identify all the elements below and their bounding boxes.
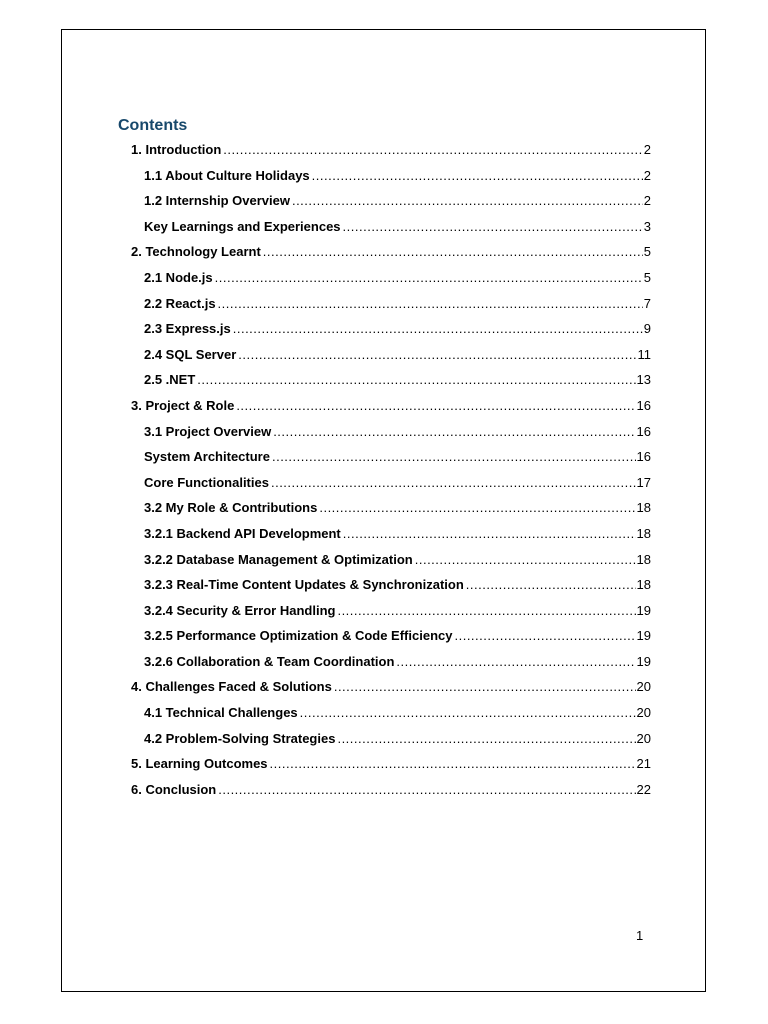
toc-dot-leader: [334, 674, 636, 700]
toc-entry-page: 11: [637, 346, 651, 362]
toc-entry-title: 3.2.4 Security & Error Handling: [144, 602, 336, 618]
toc-dot-leader: [312, 163, 643, 189]
toc-entry-title: 1.2 Internship Overview: [144, 193, 290, 209]
document-page: [61, 29, 706, 992]
toc-dot-leader: [197, 367, 635, 393]
toc-entry-page: 18: [636, 577, 651, 593]
toc-dot-leader: [343, 214, 643, 240]
toc-entry-title: 1. Introduction: [131, 142, 222, 157]
toc-entry-title: System Architecture: [144, 449, 270, 465]
toc-entry-title: 2. Technology Learnt: [131, 244, 261, 260]
toc-dot-leader: [273, 419, 635, 445]
toc-entry[interactable]: [131, 163, 651, 189]
toc-dot-leader: [236, 393, 635, 419]
toc-dot-leader: [238, 342, 636, 368]
toc-entry[interactable]: [131, 726, 651, 752]
toc-entry-title: Core Functionalities: [144, 474, 269, 490]
toc-entry[interactable]: [131, 521, 651, 547]
toc-entry[interactable]: [131, 316, 651, 342]
toc-entry-page: 2: [643, 167, 651, 183]
page-number: 1: [636, 928, 644, 943]
toc-entry[interactable]: [131, 137, 651, 163]
toc-entry-title: 2.1 Node.js: [144, 269, 213, 285]
toc-entry-title: 3. Project & Role: [131, 397, 235, 413]
toc-dot-leader: [272, 444, 636, 470]
toc-entry[interactable]: [131, 444, 651, 470]
toc-entry[interactable]: [131, 367, 651, 393]
toc-entry-page: 7: [643, 295, 651, 311]
toc-dot-leader: [300, 700, 636, 726]
toc-dot-leader: [343, 521, 636, 547]
toc-entry-page: 5: [643, 244, 651, 260]
toc-entry[interactable]: [131, 777, 651, 803]
toc-entry[interactable]: [131, 623, 651, 649]
toc-entry[interactable]: [131, 598, 651, 624]
toc-entry-page: 18: [636, 551, 651, 567]
toc-entry-page: 13: [636, 372, 651, 388]
toc-entry-page: 16: [636, 397, 651, 413]
toc-entry[interactable]: [131, 291, 651, 317]
toc-entry-title: 3.2.2 Database Management & Optimization: [144, 551, 413, 567]
toc-dot-leader: [454, 623, 635, 649]
toc-dot-leader: [223, 137, 642, 163]
toc-entry-title: 3.1 Project Overview: [144, 423, 272, 439]
toc-entry-page: 16: [636, 423, 651, 439]
toc-entry[interactable]: [131, 188, 651, 214]
toc-entry-page: 19: [636, 602, 651, 618]
toc-entry[interactable]: [131, 674, 651, 700]
toc-entry[interactable]: [131, 265, 651, 291]
toc-entry-title: 3.2.3 Real-Time Content Updates & Synchronization: [144, 577, 464, 593]
toc-entry[interactable]: [131, 393, 651, 419]
toc-entry[interactable]: [131, 419, 651, 445]
toc-dot-leader: [215, 265, 643, 291]
toc-entry-page: 2: [643, 193, 651, 209]
toc-entry[interactable]: [131, 495, 651, 521]
toc-entry-title: Key Learnings and Experiences: [144, 218, 341, 234]
toc-entry-title: 3.2.1 Backend API Development: [144, 525, 341, 541]
toc-dot-leader: [319, 495, 635, 521]
toc-entry-page: 18: [636, 525, 651, 541]
toc-entry-title: 2.4 SQL Server: [144, 346, 237, 362]
toc-entry-title: 4. Challenges Faced & Solutions: [131, 679, 332, 695]
table-of-contents: [131, 137, 651, 802]
toc-heading: Contents: [118, 117, 188, 134]
toc-entry-page: 5: [643, 269, 651, 285]
toc-dot-leader: [271, 470, 636, 496]
toc-entry[interactable]: [131, 572, 651, 598]
toc-entry-title: 3.2.6 Collaboration & Team Coordination: [144, 653, 395, 669]
toc-entry[interactable]: [131, 700, 651, 726]
toc-entry-title: 3.2.5 Performance Optimization & Code Efficiency: [144, 628, 453, 644]
toc-entry-page: 17: [636, 474, 651, 490]
toc-dot-leader: [218, 291, 643, 317]
toc-entry-page: 20: [636, 705, 651, 721]
toc-entry-title: 4.2 Problem-Solving Strategies: [144, 730, 336, 746]
toc-entry[interactable]: [131, 239, 651, 265]
toc-entry[interactable]: [131, 470, 651, 496]
toc-entry-title: 3.2 My Role & Contributions: [144, 500, 318, 516]
toc-dot-leader: [396, 649, 635, 675]
toc-entry-title: 6. Conclusion: [131, 781, 217, 797]
toc-dot-leader: [233, 316, 643, 342]
toc-dot-leader: [466, 572, 636, 598]
toc-dot-leader: [292, 188, 643, 214]
toc-entry-title: 1.1 About Culture Holidays: [144, 167, 310, 183]
toc-entry-title: 2.3 Express.js: [144, 321, 231, 337]
toc-entry-page: 20: [636, 730, 651, 746]
toc-dot-leader: [263, 239, 643, 265]
toc-entry[interactable]: [131, 751, 651, 777]
toc-entry-page: 18: [636, 500, 651, 516]
toc-entry-title: 2.2 React.js: [144, 295, 216, 311]
toc-entry-page: 22: [636, 781, 651, 797]
toc-entry-title: 4.1 Technical Challenges: [144, 705, 298, 721]
toc-entry-page: 20: [636, 679, 651, 695]
toc-entry-page: 21: [636, 756, 651, 772]
toc-entry[interactable]: [131, 649, 651, 675]
toc-dot-leader: [337, 726, 635, 752]
toc-entry-page: 2: [643, 142, 651, 157]
toc-entry-page: 3: [643, 218, 651, 234]
toc-entry-title: 2.5 .NET: [144, 372, 196, 388]
toc-entry[interactable]: [131, 214, 651, 240]
toc-dot-leader: [270, 751, 636, 777]
toc-entry-page: 19: [636, 653, 651, 669]
toc-entry-page: 9: [643, 321, 651, 337]
toc-entry-page: 19: [636, 628, 651, 644]
toc-dot-leader: [218, 777, 635, 803]
toc-entry-title: 5. Learning Outcomes: [131, 756, 268, 772]
toc-entry[interactable]: [131, 547, 651, 573]
toc-dot-leader: [337, 598, 635, 624]
toc-dot-leader: [415, 547, 636, 573]
toc-entry-page: 16: [636, 449, 651, 465]
toc-entry[interactable]: [131, 342, 651, 368]
